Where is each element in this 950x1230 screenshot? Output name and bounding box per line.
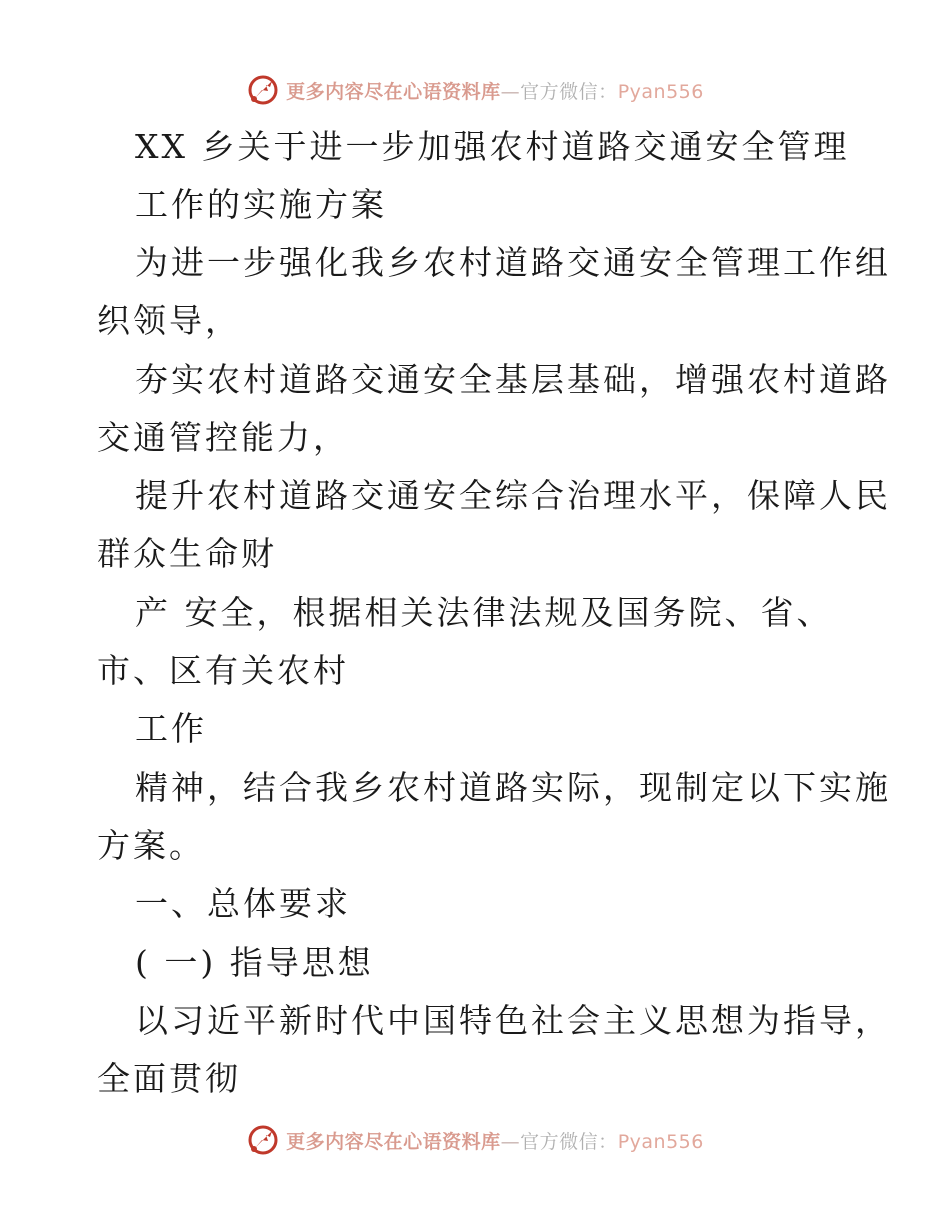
paragraph-line: 群众生命财 — [97, 534, 277, 573]
paragraph-line: 工作 — [135, 709, 207, 748]
section-heading: 一、总体要求 — [135, 884, 351, 923]
header-watermark — [0, 70, 950, 110]
paragraph-line: 交通管控能力， — [97, 418, 349, 457]
document-title-line-2: 工作的实施方案 — [135, 185, 387, 224]
feather-seal-icon — [246, 73, 280, 107]
paragraph-line: 织领导， — [97, 301, 241, 340]
watermark-text: 更多内容尽在心语资料库—官方微信：Pyan556 — [286, 1130, 704, 1153]
paragraph-line: 以习近平新时代中国特色社会主义思想为指导， — [135, 1001, 891, 1040]
paragraph-line: 全面贯彻 — [97, 1059, 241, 1098]
paragraph-line: 提升农村道路交通安全综合治理水平，保障人民 — [135, 476, 891, 515]
paragraph-line: 为进一步强化我乡农村道路交通安全管理工作组 — [135, 243, 891, 282]
paragraph-line: 产 安全，根据相关法律法规及国务院、省、 — [135, 593, 833, 632]
footer-watermark — [0, 1120, 950, 1160]
paragraph-line: 方案。 — [97, 826, 205, 865]
paragraph-line: 市、区有关农村 — [97, 651, 349, 690]
subsection-heading: ( 一) 指导思想 — [135, 943, 374, 982]
feather-seal-icon — [246, 1123, 280, 1157]
document-title-line-1: XX 乡关于进一步加强农村道路交通安全管理 — [135, 127, 850, 166]
paragraph-line: 精神，结合我乡农村道路实际，现制定以下实施 — [135, 768, 891, 807]
watermark-text: 更多内容尽在心语资料库—官方微信：Pyan556 — [286, 80, 704, 103]
paragraph-line: 夯实农村道路交通安全基层基础，增强农村道路 — [135, 360, 891, 399]
